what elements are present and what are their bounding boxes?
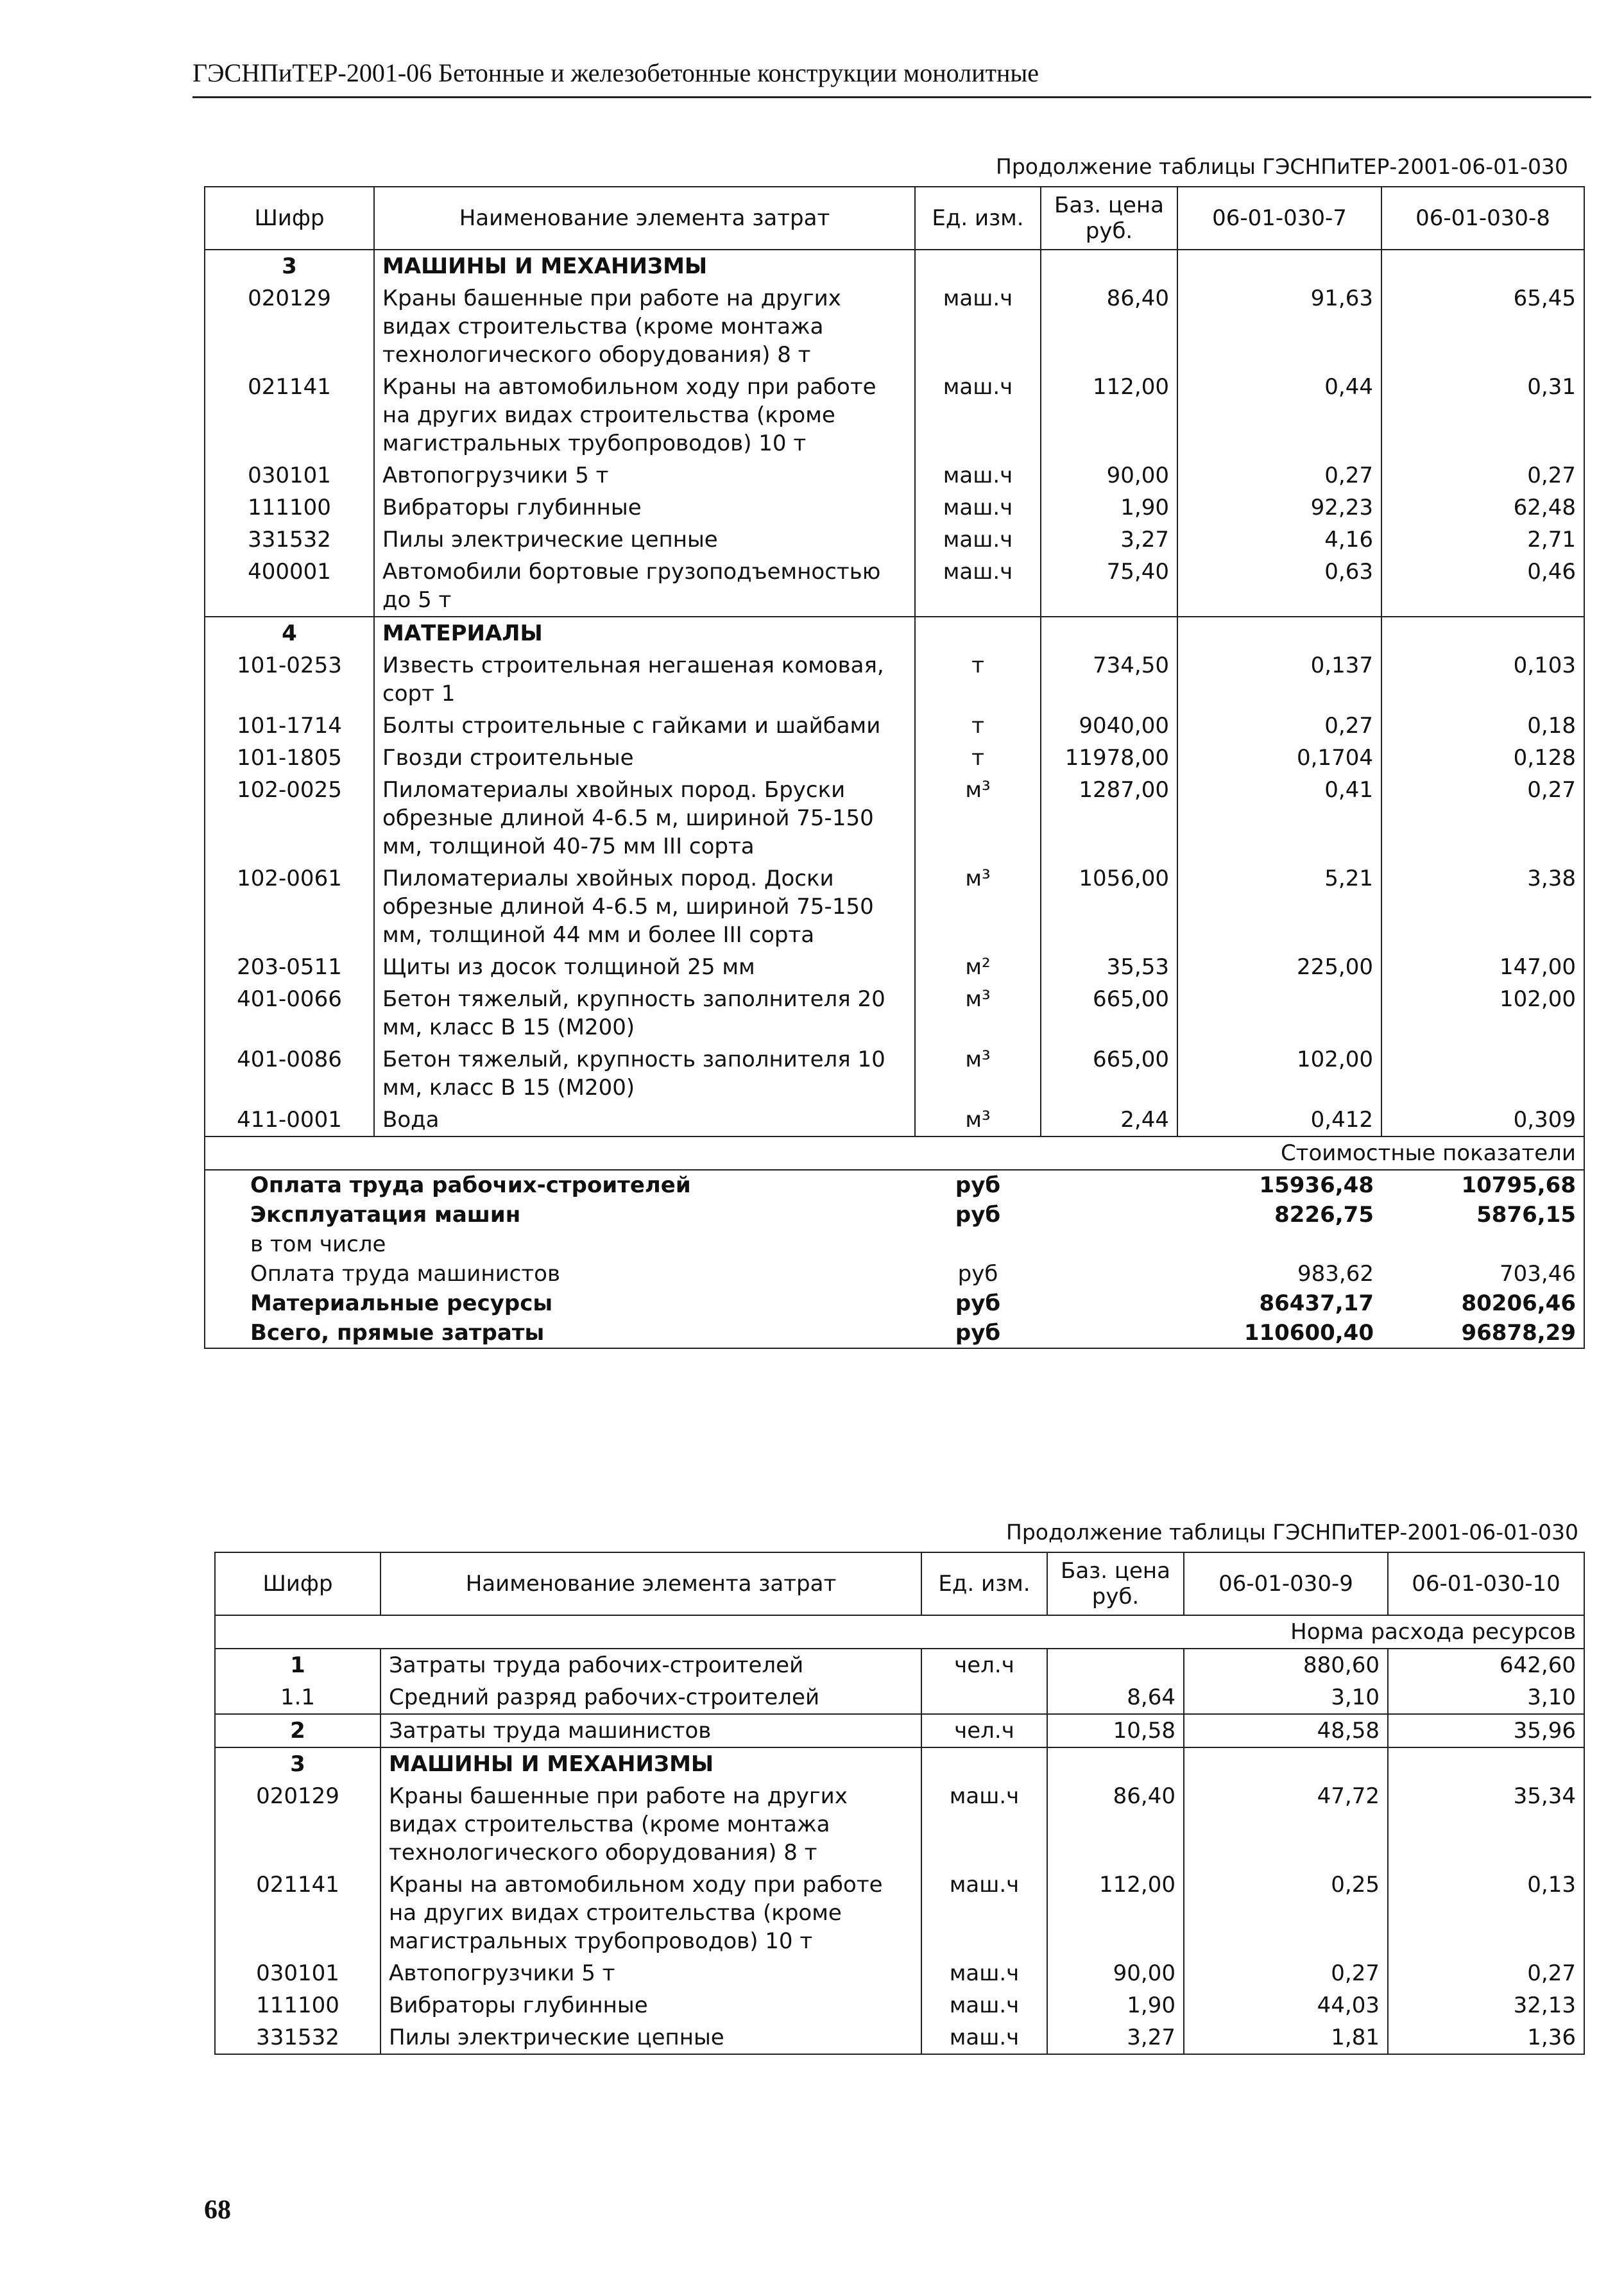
empty-cell <box>915 250 1041 282</box>
resource-name: Вода <box>374 1104 915 1136</box>
resource-code: 203-0511 <box>205 951 374 983</box>
resource-unit: маш.ч <box>915 492 1041 524</box>
base-price <box>1047 1649 1184 1681</box>
cost-value-2: 703,46 <box>1381 1259 1584 1289</box>
norm-value-1: 0,27 <box>1177 710 1381 742</box>
cost-value-1: 8226,75 <box>1274 1202 1374 1228</box>
norm-value-2: 0,103 <box>1381 649 1584 710</box>
resource-name: Щиты из досок толщиной 25 мм <box>374 951 915 983</box>
resource-code: 331532 <box>215 2021 380 2054</box>
column-header: Баз. цена руб. <box>1041 187 1177 250</box>
norm-value-1: 102,00 <box>1177 1043 1381 1104</box>
norm-value-1: 4,16 <box>1177 524 1381 556</box>
norm-heading: Норма расхода ресурсов <box>215 1615 1584 1649</box>
resource-unit: м³ <box>915 1104 1041 1136</box>
resource-name: Краны башенные при работе на других видах строительства (кроме монтажа технологического оборудования) 8 т <box>380 1780 921 1869</box>
base-price: 90,00 <box>1041 459 1177 492</box>
resource-unit: маш.ч <box>915 524 1041 556</box>
resource-code: 1 <box>215 1649 380 1681</box>
resource-unit: маш.ч <box>915 371 1041 459</box>
resource-unit: м³ <box>915 983 1041 1043</box>
base-price: 9040,00 <box>1041 710 1177 742</box>
cost-label: в том числе <box>205 1230 915 1259</box>
page-number: 68 <box>204 2195 231 2225</box>
page-header: ГЭСНПиТЕР-2001-06 Бетонные и железобетонные конструкции монолитные <box>192 58 1039 87</box>
cost-unit: руб <box>955 1291 1001 1316</box>
norm-value-2: 32,13 <box>1388 1989 1584 2021</box>
resource-name: Бетон тяжелый, крупность заполнителя 20 мм, класс В 15 (М200) <box>374 983 915 1043</box>
resource-unit: чел.ч <box>921 1649 1047 1681</box>
resource-code: 401-0066 <box>205 983 374 1043</box>
section-row <box>205 617 1584 649</box>
resource-name: Болты строительные с гайками и шайбами <box>374 710 915 742</box>
section-title: МАТЕРИАЛЫ <box>374 617 915 649</box>
resource-unit: маш.ч <box>921 1957 1047 1989</box>
norm-value-1: 44,03 <box>1184 1989 1388 2021</box>
norm-value-2: 62,48 <box>1381 492 1584 524</box>
table1-cost-summary <box>205 1136 1584 1348</box>
resource-unit: т <box>915 742 1041 774</box>
resource-unit: м² <box>915 951 1041 983</box>
table-row <box>205 983 1584 1043</box>
norm-value-2: 1,36 <box>1388 2021 1584 2054</box>
table2-caption: Продолжение таблицы ГЭСНПиТЕР-2001-06-01-030 <box>1006 1520 1579 1545</box>
column-header: Ед. изм. <box>915 187 1041 250</box>
resource-unit: маш.ч <box>915 282 1041 371</box>
resource-code: 020129 <box>215 1780 380 1869</box>
base-price: 3,27 <box>1041 524 1177 556</box>
table-row <box>205 459 1584 492</box>
cost-label: Всего, прямые затраты <box>205 1318 915 1348</box>
table-row <box>205 951 1584 983</box>
norm-value-1: 48,58 <box>1184 1714 1388 1747</box>
base-price: 665,00 <box>1041 983 1177 1043</box>
norm-value-2: 642,60 <box>1388 1649 1584 1681</box>
empty-cell <box>1041 1200 1177 1230</box>
resource-name: Автопогрузчики 5 т <box>374 459 915 492</box>
norm-value-2: 0,309 <box>1381 1104 1584 1136</box>
norm-value-1 <box>1177 983 1381 1043</box>
resource-code: 101-0253 <box>205 649 374 710</box>
cost-label: Оплата труда рабочих-строителей <box>205 1170 915 1200</box>
table-row <box>205 524 1584 556</box>
resource-code: 030101 <box>205 459 374 492</box>
resource-code: 030101 <box>215 1957 380 1989</box>
table-row <box>215 1989 1584 2021</box>
table-row <box>215 1869 1584 1957</box>
cost-value-2: 80206,46 <box>1381 1289 1584 1318</box>
resource-name: Пилы электрические цепные <box>374 524 915 556</box>
column-header: 06-01-030-10 <box>1388 1552 1584 1615</box>
resource-name: Краны башенные при работе на других видах строительства (кроме монтажа технологического оборудования) 8 т <box>374 282 915 371</box>
resource-code: 2 <box>215 1714 380 1747</box>
norm-value-2: 0,128 <box>1381 742 1584 774</box>
resource-code: 331532 <box>205 524 374 556</box>
column-header: 06-01-030-8 <box>1381 187 1584 250</box>
norm-value-1: 0,27 <box>1177 459 1381 492</box>
resource-name: Пиломатериалы хвойных пород. Бруски обрезные длиной 4-6.5 м, шириной 75-150 мм, толщиной 40-75 мм III сорта <box>374 774 915 862</box>
section-title: МАШИНЫ И МЕХАНИЗМЫ <box>380 1747 921 1780</box>
resource-name: Вибраторы глубинные <box>374 492 915 524</box>
base-price: 112,00 <box>1047 1869 1184 1957</box>
base-price: 734,50 <box>1041 649 1177 710</box>
resource-name: Гвозди строительные <box>374 742 915 774</box>
empty-cell <box>1041 250 1177 282</box>
norm-value-1: 880,60 <box>1184 1649 1388 1681</box>
base-price: 8,64 <box>1047 1681 1184 1714</box>
resource-unit: т <box>915 649 1041 710</box>
section-code: 4 <box>205 617 374 649</box>
empty-cell <box>915 617 1041 649</box>
table-row <box>215 1780 1584 1869</box>
resource-unit: м³ <box>915 1043 1041 1104</box>
table-row <box>215 1681 1584 1714</box>
resource-table-1 <box>204 186 1585 1349</box>
norm-value-1: 0,27 <box>1184 1957 1388 1989</box>
resource-code: 101-1714 <box>205 710 374 742</box>
norm-value-1: 0,44 <box>1177 371 1381 459</box>
resource-code: 111100 <box>215 1989 380 2021</box>
cost-label: Оплата труда машинистов <box>205 1259 915 1289</box>
empty-cell <box>1041 1170 1177 1200</box>
norm-value-1: 92,23 <box>1177 492 1381 524</box>
resource-unit: маш.ч <box>915 459 1041 492</box>
norm-value-2: 35,96 <box>1388 1714 1584 1747</box>
resource-name: Пилы электрические цепные <box>380 2021 921 2054</box>
resource-name: Автопогрузчики 5 т <box>380 1957 921 1989</box>
norm-heading-row <box>215 1615 1584 1649</box>
base-price: 75,40 <box>1041 556 1177 617</box>
norm-value-1: 0,63 <box>1177 556 1381 617</box>
resource-name: Бетон тяжелый, крупность заполнителя 10 мм, класс В 15 (М200) <box>374 1043 915 1104</box>
cost-row <box>205 1259 1584 1289</box>
norm-value-2: 0,27 <box>1381 459 1584 492</box>
resource-code: 1.1 <box>215 1681 380 1714</box>
section-row <box>215 1747 1584 1780</box>
table-row <box>205 282 1584 371</box>
column-header: 06-01-030-9 <box>1184 1552 1388 1615</box>
table-row <box>215 2021 1584 2054</box>
resource-name: Автомобили бортовые грузоподъемностью до 5 т <box>374 556 915 617</box>
resource-table-2 <box>214 1552 1585 2055</box>
resource-name: Краны на автомобильном ходу при работе на других видах строительства (кроме магистральных трубопроводов) 10 т <box>374 371 915 459</box>
base-price: 10,58 <box>1047 1714 1184 1747</box>
resource-unit: маш.ч <box>921 1869 1047 1957</box>
resource-code: 111100 <box>205 492 374 524</box>
norm-value-1: 0,412 <box>1177 1104 1381 1136</box>
cost-label: Эксплуатация машин <box>205 1200 915 1230</box>
norm-value-1: 5,21 <box>1177 862 1381 951</box>
table-row <box>205 742 1584 774</box>
table-row <box>215 1957 1584 1989</box>
norm-value-1: 0,25 <box>1184 1869 1388 1957</box>
empty-cell <box>1388 1747 1584 1780</box>
norm-value-1: 1,81 <box>1184 2021 1388 2054</box>
column-header: Наименование элемента затрат <box>380 1552 921 1615</box>
cost-unit: руб <box>957 1261 998 1287</box>
resource-code: 411-0001 <box>205 1104 374 1136</box>
norm-value-2 <box>1381 1043 1584 1104</box>
norm-value-2: 35,34 <box>1388 1780 1584 1869</box>
cost-row <box>205 1170 1584 1200</box>
resource-name: Затраты труда рабочих-строителей <box>380 1649 921 1681</box>
cost-unit: руб <box>955 1172 1001 1198</box>
column-header: Ед. изм. <box>921 1552 1047 1615</box>
table1-header-row <box>205 187 1584 250</box>
section-code: 3 <box>215 1747 380 1780</box>
norm-value-2: 65,45 <box>1381 282 1584 371</box>
base-price: 2,44 <box>1041 1104 1177 1136</box>
norm-value-1: 3,10 <box>1184 1681 1388 1714</box>
resource-unit: маш.ч <box>921 2021 1047 2054</box>
resource-name: Краны на автомобильном ходу при работе на других видах строительства (кроме магистральных трубопроводов) 10 т <box>380 1869 921 1957</box>
table1-body <box>205 250 1584 1136</box>
table-row <box>205 371 1584 459</box>
cost-label: Материальные ресурсы <box>205 1289 915 1318</box>
cost-row <box>205 1318 1584 1348</box>
base-price: 665,00 <box>1041 1043 1177 1104</box>
cost-value-2: 5876,15 <box>1381 1200 1584 1230</box>
norm-value-1: 225,00 <box>1177 951 1381 983</box>
norm-value-1: 91,63 <box>1177 282 1381 371</box>
resource-unit: т <box>915 710 1041 742</box>
empty-cell <box>1177 617 1381 649</box>
section-row <box>205 250 1584 282</box>
section-title: МАШИНЫ И МЕХАНИЗМЫ <box>374 250 915 282</box>
norm-value-2: 0,31 <box>1381 371 1584 459</box>
table2-header-row <box>215 1552 1584 1615</box>
cost-row <box>205 1230 1584 1259</box>
table-row <box>205 862 1584 951</box>
empty-cell <box>1041 1230 1177 1259</box>
norm-value-2: 0,18 <box>1381 710 1584 742</box>
resource-unit: маш.ч <box>921 1780 1047 1869</box>
empty-cell <box>1047 1747 1184 1780</box>
cost-value-2 <box>1381 1230 1584 1259</box>
cost-row <box>205 1289 1584 1318</box>
cost-value-1: 110600,40 <box>1177 1318 1381 1348</box>
base-price: 1,90 <box>1047 1989 1184 2021</box>
empty-cell <box>1184 1747 1388 1780</box>
resource-code: 101-1805 <box>205 742 374 774</box>
column-header: 06-01-030-7 <box>1177 187 1381 250</box>
cost-value-1: 983,62 <box>1297 1261 1374 1287</box>
cost-unit: руб <box>915 1318 1041 1348</box>
resource-unit: маш.ч <box>921 1989 1047 2021</box>
resource-name: Средний разряд рабочих-строителей <box>380 1681 921 1714</box>
column-header: Наименование элемента затрат <box>374 187 915 250</box>
header-divider <box>192 96 1591 98</box>
norm-value-2: 0,13 <box>1388 1869 1584 1957</box>
base-price: 1056,00 <box>1041 862 1177 951</box>
norm-value-1: 47,72 <box>1184 1780 1388 1869</box>
resource-unit: чел.ч <box>921 1714 1047 1747</box>
table-row <box>205 492 1584 524</box>
resource-unit: маш.ч <box>915 556 1041 617</box>
resource-code: 102-0025 <box>205 774 374 862</box>
resource-code: 102-0061 <box>205 862 374 951</box>
table-row <box>205 649 1584 710</box>
empty-cell <box>1041 1259 1177 1289</box>
resource-unit <box>921 1681 1047 1714</box>
norm-value-1: 0,1704 <box>1177 742 1381 774</box>
norm-value-2: 102,00 <box>1381 983 1584 1043</box>
cost-value-1 <box>1177 1230 1381 1259</box>
resource-name: Пиломатериалы хвойных пород. Доски обрезные длиной 4-6.5 м, шириной 75-150 мм, толщиной 44 мм и более III сорта <box>374 862 915 951</box>
empty-cell <box>1381 617 1584 649</box>
cost-value-2: 10795,68 <box>1381 1170 1584 1200</box>
table2-body <box>215 1615 1584 2054</box>
empty-cell <box>1041 1289 1177 1318</box>
cost-heading-row <box>205 1136 1584 1170</box>
base-price: 112,00 <box>1041 371 1177 459</box>
table-row <box>205 1043 1584 1104</box>
resource-unit: м³ <box>915 862 1041 951</box>
resource-code: 401-0086 <box>205 1043 374 1104</box>
cost-value-1: 15936,48 <box>1259 1172 1374 1198</box>
base-price: 86,40 <box>1041 282 1177 371</box>
base-price: 1,90 <box>1041 492 1177 524</box>
column-header: Шифр <box>215 1552 380 1615</box>
resource-code: 400001 <box>205 556 374 617</box>
table-row <box>205 774 1584 862</box>
resource-name: Затраты труда машинистов <box>380 1714 921 1747</box>
resource-unit: м³ <box>915 774 1041 862</box>
resource-code: 020129 <box>205 282 374 371</box>
resource-name: Известь строительная негашеная комовая, сорт 1 <box>374 649 915 710</box>
empty-cell <box>921 1747 1047 1780</box>
empty-cell <box>1041 1318 1177 1348</box>
empty-cell <box>1381 250 1584 282</box>
norm-value-1: 0,41 <box>1177 774 1381 862</box>
base-price: 35,53 <box>1041 951 1177 983</box>
norm-value-2: 0,46 <box>1381 556 1584 617</box>
norm-value-2: 3,10 <box>1388 1681 1584 1714</box>
table-row <box>205 710 1584 742</box>
base-price: 90,00 <box>1047 1957 1184 1989</box>
norm-value-2: 0,27 <box>1388 1957 1584 1989</box>
norm-value-2: 3,38 <box>1381 862 1584 951</box>
column-header: Баз. цена руб. <box>1047 1552 1184 1615</box>
table1-caption: Продолжение таблицы ГЭСНПиТЕР-2001-06-01-030 <box>996 154 1569 179</box>
cost-value-1: 86437,17 <box>1259 1291 1374 1316</box>
table-row <box>215 1714 1584 1747</box>
cost-heading: Стоимостные показатели <box>205 1136 1584 1170</box>
cost-unit: руб <box>955 1202 1001 1228</box>
base-price: 11978,00 <box>1041 742 1177 774</box>
norm-value-2: 147,00 <box>1381 951 1584 983</box>
resource-code: 021141 <box>215 1869 380 1957</box>
norm-value-2: 2,71 <box>1381 524 1584 556</box>
base-price: 3,27 <box>1047 2021 1184 2054</box>
base-price: 1287,00 <box>1041 774 1177 862</box>
resource-code: 021141 <box>205 371 374 459</box>
resource-name: Вибраторы глубинные <box>380 1989 921 2021</box>
norm-value-1: 0,137 <box>1177 649 1381 710</box>
cost-row <box>205 1200 1584 1230</box>
table-row <box>205 1104 1584 1136</box>
table-row <box>205 556 1584 617</box>
cost-unit <box>915 1230 1041 1259</box>
base-price: 86,40 <box>1047 1780 1184 1869</box>
empty-cell <box>1041 617 1177 649</box>
column-header: Шифр <box>205 187 374 250</box>
section-code: 3 <box>205 250 374 282</box>
norm-value-2: 0,27 <box>1381 774 1584 862</box>
cost-value-2: 96878,29 <box>1381 1318 1584 1348</box>
empty-cell <box>1177 250 1381 282</box>
table-row <box>215 1649 1584 1681</box>
